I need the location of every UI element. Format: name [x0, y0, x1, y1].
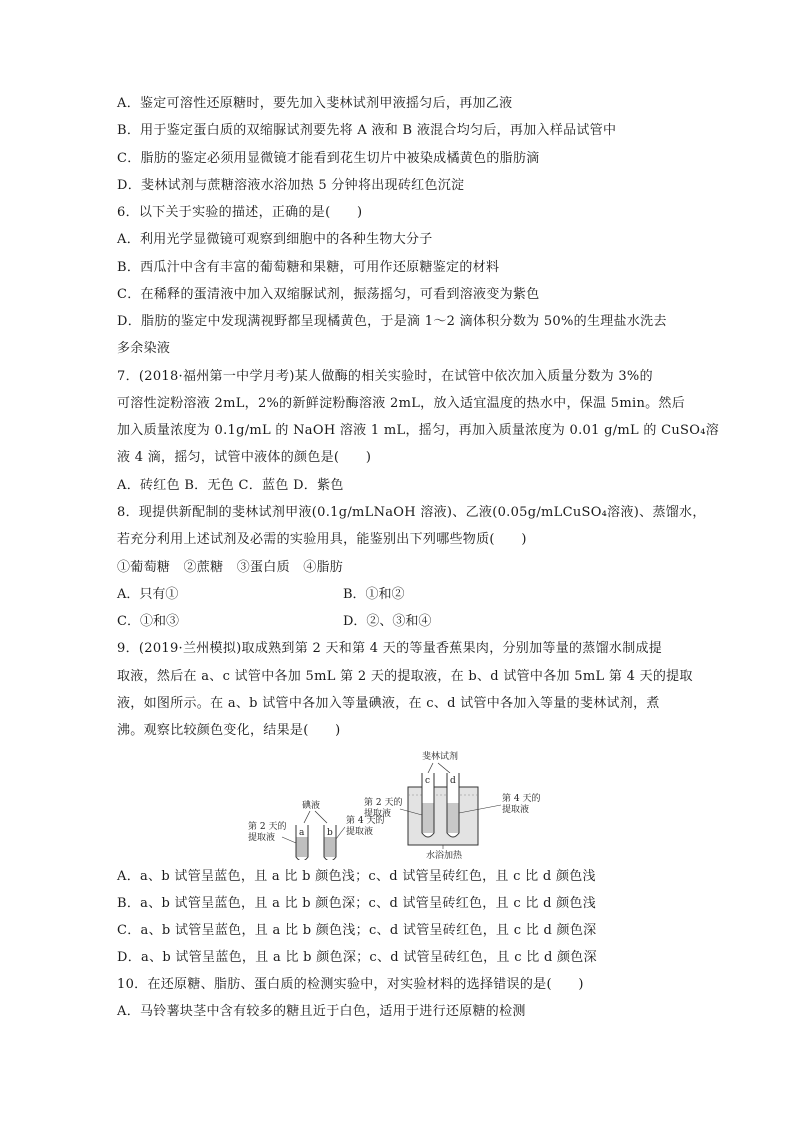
- q8-line-2: 若充分利用上述试剂及必需的实验用具，能鉴别出下列哪些物质( ): [117, 532, 527, 547]
- q9-line-3: 液，如图所示。在 a、b 试管中各加入等量碘液，在 c、d 试管中各加入等量的斐林试剂，煮: [117, 696, 660, 711]
- q6-option-b: B．西瓜汁中含有丰富的葡萄糖和果糖，可用作还原糖鉴定的材料: [117, 260, 500, 275]
- q9-experiment-figure: [240, 745, 560, 860]
- tube-a-label: a: [299, 828, 305, 838]
- day4-label-1: 第 4 天的: [346, 816, 385, 826]
- day4-label-2: 提取液: [346, 827, 374, 837]
- tube-b-label: b: [327, 828, 333, 838]
- q9-line-4: 沸。观察比较颜色变化，结果是( ): [117, 723, 341, 738]
- q5-option-c: C．脂肪的鉴定必须用显微镜才能看到花生切片中被染成橘黄色的脂肪滴: [117, 151, 540, 166]
- q5-option-a: A．鉴定可溶性还原糖时，要先加入斐林试剂甲液摇匀后，再加乙液: [117, 96, 513, 111]
- q9-line-2: 取液，然后在 a、c 试管中各加 5mL 第 2 天的提取液，在 b、d 试管中各加 5mL 第 4 天的提取: [117, 669, 693, 684]
- q6-option-d: D．脂肪的鉴定中发现满视野都呈现橘黄色，于是滴 1～2 滴体积分数为 50%的生理盐水洗去: [117, 314, 667, 329]
- tube-d-label: d: [450, 776, 456, 786]
- q7-options: A．砖红色 B．无色 C．蓝色 D．紫色: [117, 478, 344, 493]
- iodine-label: 碘液: [302, 801, 321, 811]
- q8-option-b: B．①和②: [343, 587, 405, 602]
- q7-line-1: 7．(2018·福州第一中学月考)某人做酶的相关实验时，在试管中依次加入质量分数为 3%的: [117, 369, 653, 384]
- q6-option-c: C．在稀释的蛋清液中加入双缩脲试剂，振荡摇匀，可看到溶液变为紫色: [117, 287, 540, 302]
- q6-option-a: A．利用光学显微镜可观察到细胞中的各种生物大分子: [117, 232, 433, 247]
- fehling-setup: [364, 750, 540, 860]
- day4-label-2b: 提取液: [502, 805, 530, 815]
- q10-stem: 10．在还原糖、脂肪、蛋白质的检测实验中，对实验材料的选择错误的是( ): [117, 977, 584, 992]
- day4-label-1b: 第 4 天的: [502, 794, 541, 804]
- water-bath-beaker: [408, 787, 478, 845]
- q8-option-a: A．只有①: [117, 587, 179, 602]
- q7-line-4: 液 4 滴，摇匀，试管中液体的颜色是( ): [117, 450, 372, 465]
- tube-c-label: c: [425, 776, 431, 786]
- q6-stem: 6．以下关于实验的描述，正确的是( ): [117, 205, 363, 220]
- day2-label-2: 提取液: [248, 833, 276, 843]
- q9-option-d: D．a、b 试管呈蓝色，且 a 比 b 颜色深；c、d 试管呈砖红色，且 c 比 d 颜色深: [117, 950, 597, 965]
- q5-option-d: D．斐林试剂与蔗糖溶液水浴加热 5 分钟将出现砖红色沉淀: [117, 178, 465, 193]
- q8-option-c: C．①和③: [117, 614, 179, 629]
- q5-option-b: B．用于鉴定蛋白质的双缩脲试剂要先将 A 液和 B 液混合均匀后，再加入样品试管中: [117, 123, 617, 138]
- q9-line-1: 9．(2019·兰州模拟)取成熟到第 2 天和第 4 天的等量香蕉果肉，分别加等量的蒸馏水制成提: [117, 641, 663, 656]
- q9-option-b: B．a、b 试管呈蓝色，且 a 比 b 颜色深；c、d 试管呈砖红色，且 c 比 d 颜色浅: [117, 896, 597, 911]
- q8-line-1: 8．现提供新配制的斐林试剂甲液(0.1g/mLNaOH 溶液)、乙液(0.05g/mLCuSO₄溶液)、蒸馏水，: [117, 505, 706, 520]
- day2-label-1b: 第 2 天的: [364, 798, 403, 808]
- water-bath-label: 水浴加热: [426, 851, 463, 860]
- q9-option-c: C．a、b 试管呈蓝色，且 a 比 b 颜色浅；c、d 试管呈砖红色，且 c 比 d 颜色深: [117, 923, 597, 938]
- day2-label-2b: 提取液: [364, 809, 392, 819]
- q10-option-a: A．马铃薯块茎中含有较多的糖且近于白色，适用于进行还原糖的检测: [117, 1004, 526, 1019]
- q8-option-d: D．②、③和④: [343, 614, 432, 629]
- fehling-label: 斐林试剂: [422, 752, 459, 762]
- q7-line-2: 可溶性淀粉溶液 2mL，2%的新鲜淀粉酶溶液 2mL，放入适宜温度的热水中，保温 5min。然后: [117, 396, 686, 411]
- day2-label-1: 第 2 天的: [248, 822, 287, 832]
- q6-option-d-cont: 多余染液: [117, 341, 171, 356]
- q9-option-a: A．a、b 试管呈蓝色，且 a 比 b 颜色浅；c、d 试管呈砖红色，且 c 比 d 颜色浅: [117, 869, 596, 884]
- q8-items: ①葡萄糖 ②蔗糖 ③蛋白质 ④脂肪: [117, 560, 344, 575]
- q7-line-3: 加入质量浓度为 0.1g/mL 的 NaOH 溶液 1 mL，摇匀，再加入质量浓度为 0.01 g/mL 的 CuSO₄溶: [117, 423, 720, 438]
